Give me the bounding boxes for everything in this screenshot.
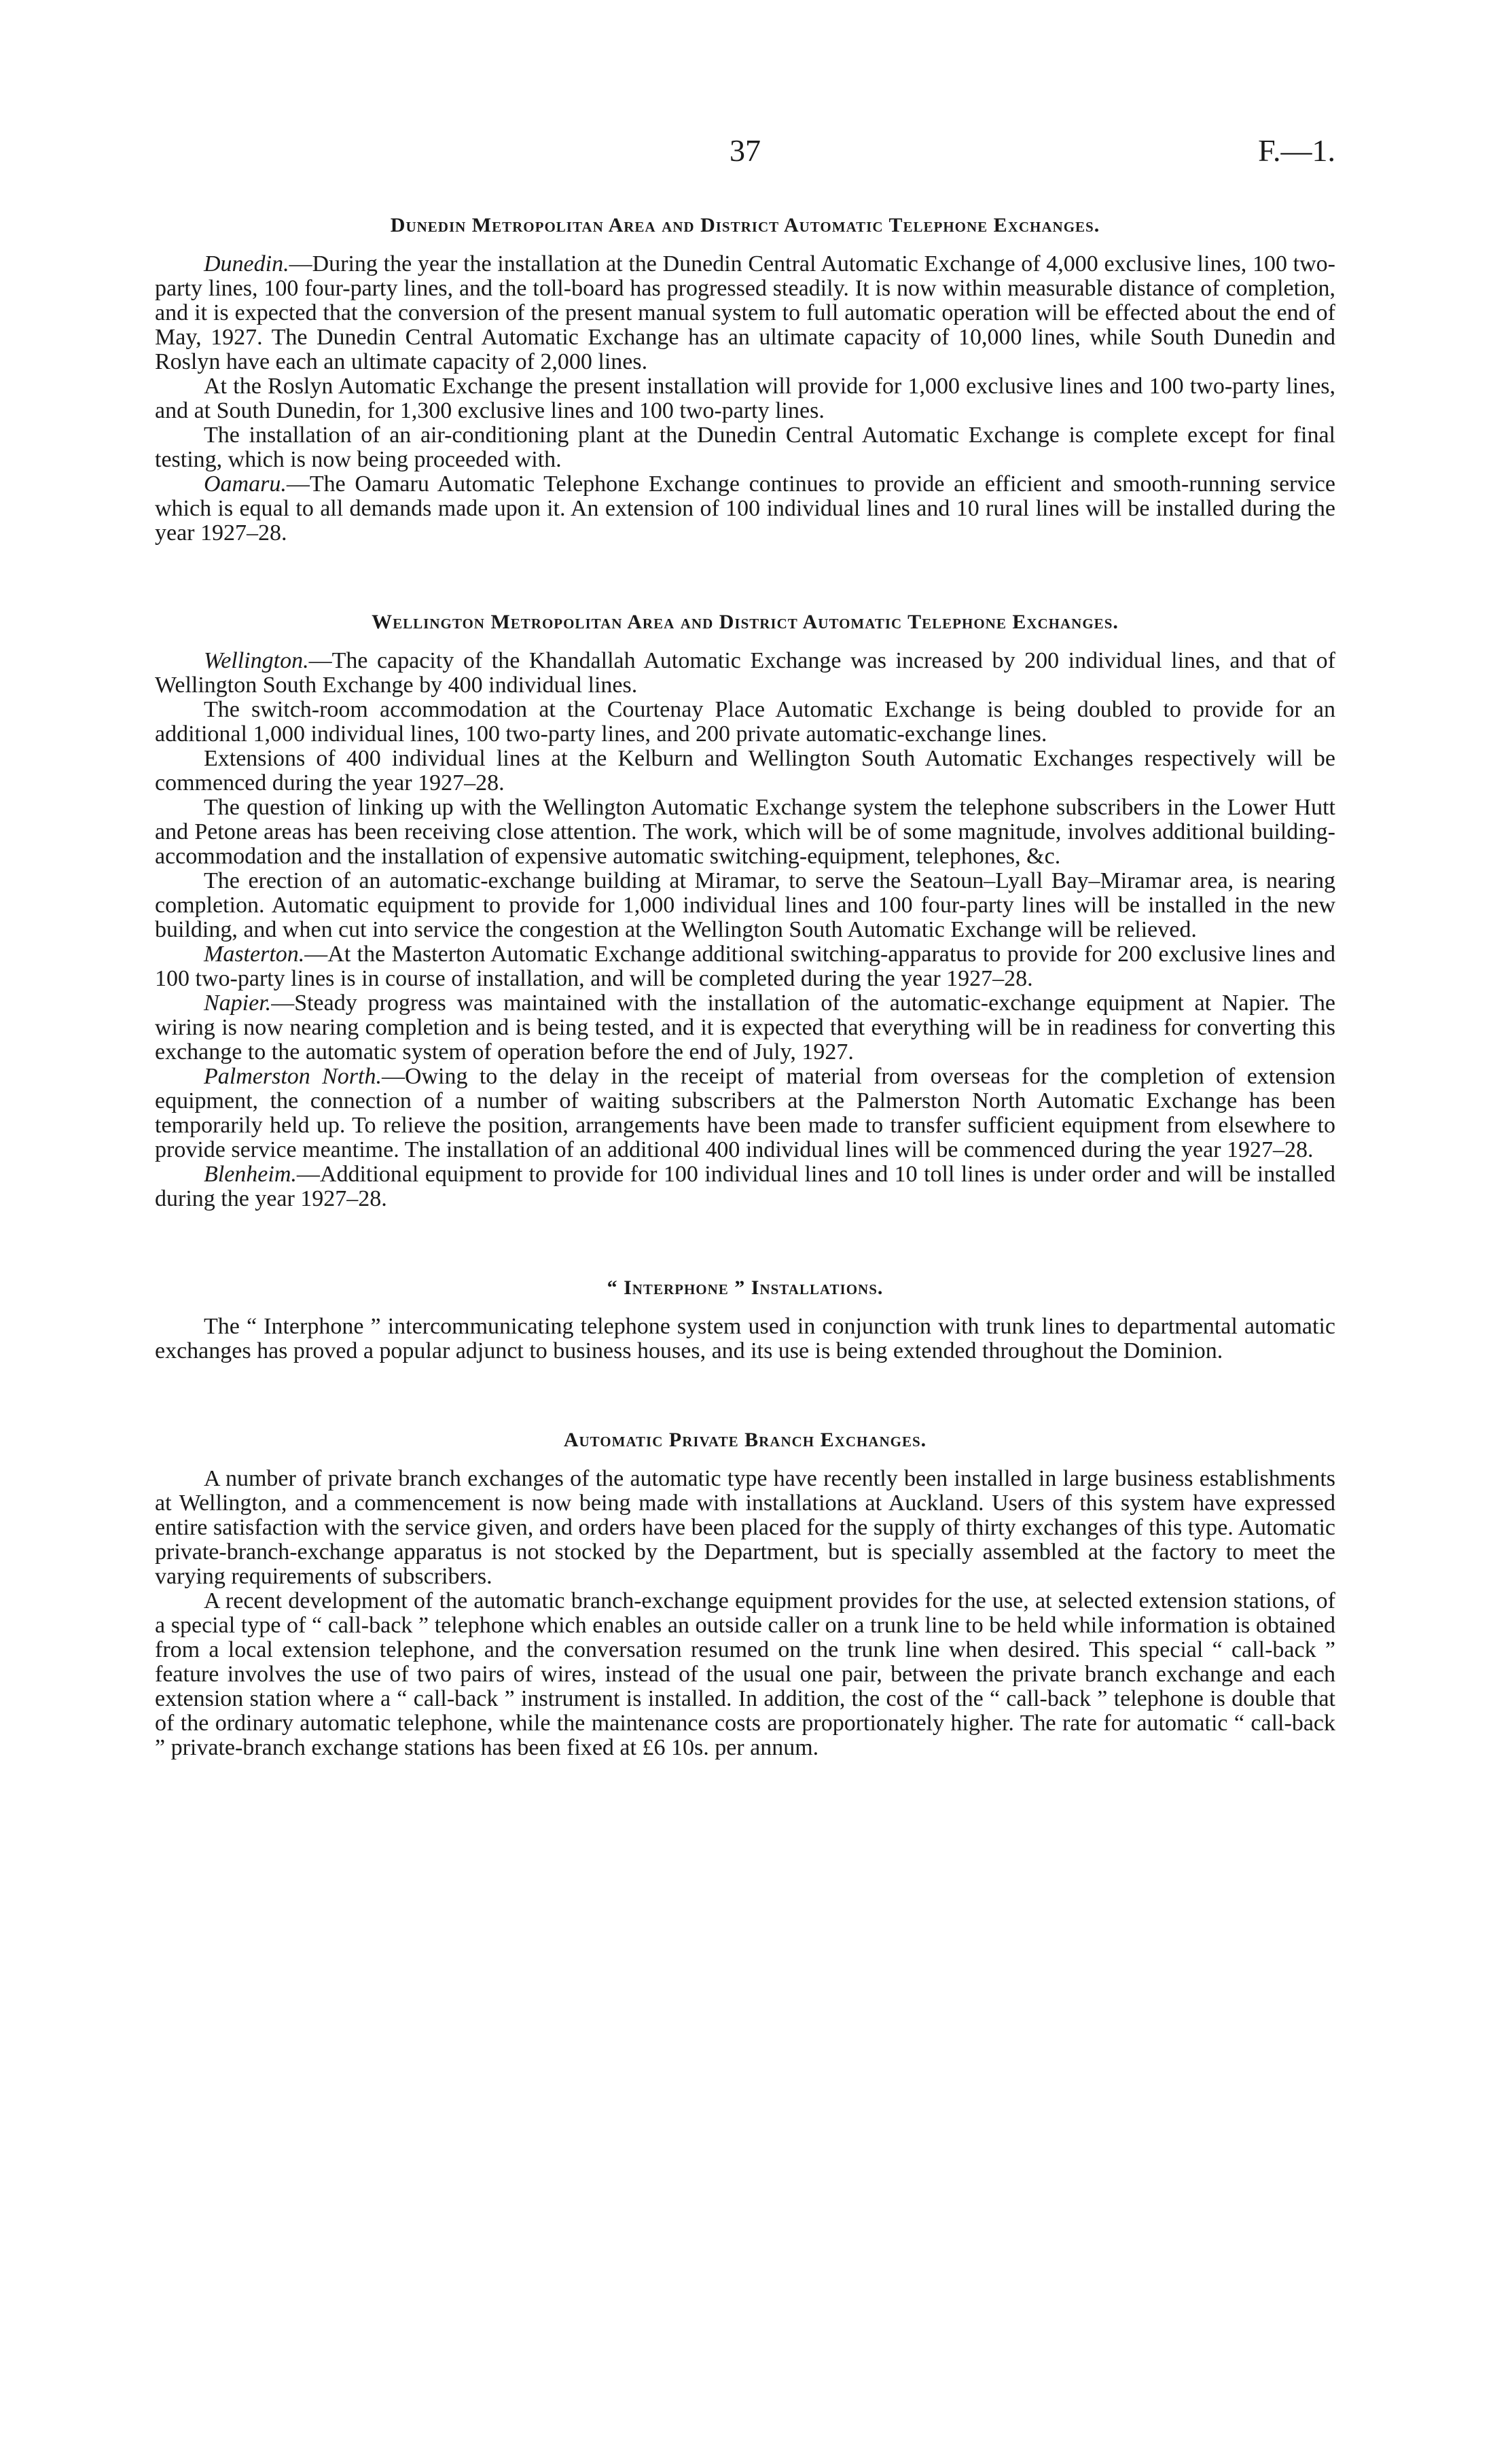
section-heading: Automatic Private Branch Exchanges. — [563, 1429, 927, 1451]
document-page — [155, 132, 1335, 1760]
paragraph-text: —Steady progress was maintained with the installation of the automatic-exchange equipment at Napier. The wiring is now nearing completion and is being tested, and it is expected that everything will be in readiness for converting this exchange to the automatic system of operation before the end of July, 1927. — [155, 990, 1335, 1065]
paragraph — [155, 1467, 1335, 1589]
place-name: Napier. — [204, 990, 272, 1016]
section-dunedin — [155, 214, 1335, 546]
paragraph — [155, 991, 1335, 1065]
section-interphone — [155, 1276, 1335, 1363]
place-name: Dunedin. — [204, 251, 289, 276]
paragraph-text: The question of linking up with the Wellington Automatic Exchange system the telephone subscribers in the Lower Hutt and Petone areas has been receiving close attention. The work, which will be of some magnitude, involves additional building-accommodation and the installation of expensive automatic switching-equipment, telephones, &c. — [155, 795, 1335, 869]
paragraph — [155, 423, 1335, 472]
section-wellington — [155, 611, 1335, 1211]
place-name: Oamaru. — [204, 471, 287, 497]
section-private-branch-exchanges — [155, 1429, 1335, 1760]
paragraph — [155, 1589, 1335, 1760]
paragraph-text: A recent development of the automatic branch-exchange equipment provides for the use, at selected extension stations, of a special type of “ call-back ” telephone which enables an outside caller on a trunk line to be held while information is obtained from a local extension telephone, and the conversation resumed on the trunk line when desired. This special “ call-back ” feature involves the use of two pairs of wires, instead of the usual one pair, between the private branch exchange and each extension station where a “ call-back ” instrument is installed. In addition, the cost of the “ call-back ” telephone is double that of the ordinary automatic telephone, while the maintenance costs are proportionately higher. The rate for automatic “ call-back ” private-branch exchange stations has been fixed at £6 10s. per annum. — [155, 1588, 1335, 1760]
paragraph-text: —At the Masterton Automatic Exchange additional switching-apparatus to provide for 200 exclusive lines and 100 two-party lines is in course of installation, and will be completed during the year 1927–28. — [155, 942, 1335, 991]
paragraph — [155, 942, 1335, 991]
paragraph-text: —The Oamaru Automatic Telephone Exchange continues to provide an efficient and smooth-running service which is equal to all demands made upon it. An extension of 100 individual lines and 10 rural lines will be installed during the year 1927–28. — [155, 471, 1335, 546]
section-heading: Dunedin Metropolitan Area and District Automatic Telephone Exchanges. — [390, 214, 1100, 236]
page-header — [155, 132, 1335, 180]
place-name: Wellington. — [204, 648, 309, 673]
paragraph — [155, 1065, 1335, 1162]
place-name: Palmerston North. — [204, 1064, 382, 1089]
paragraph — [155, 252, 1335, 374]
paragraph-text: The installation of an air-conditioning plant at the Dunedin Central Automatic Exchange is complete except for final testing, which is now being proceeded with. — [155, 423, 1335, 472]
page-number: 37 — [730, 133, 761, 168]
place-name: Blenheim. — [204, 1162, 297, 1187]
section-heading: “ Interphone ” Installations. — [607, 1276, 884, 1299]
paragraph — [155, 649, 1335, 698]
paragraph — [155, 869, 1335, 942]
paragraph-text: The erection of an automatic-exchange building at Miramar, to serve the Seatoun–Lyall Bay–Miramar area, is nearing completion. Automatic equipment to provide for 1,000 individual lines and 100 four-party lines will be installed in the new building, and when cut into service the congestion at the Wellington South Automatic Exchange will be relieved. — [155, 868, 1335, 942]
paragraph-text: The switch-room accommodation at the Courtenay Place Automatic Exchange is being doubled to provide for an additional 1,000 individual lines, 100 two-party lines, and 200 private automatic-exchange lines. — [155, 697, 1335, 747]
paragraph-text: At the Roslyn Automatic Exchange the present installation will provide for 1,000 exclusive lines and 100 two-party lines, and at South Dunedin, for 1,300 exclusive lines and 100 two-party lines. — [155, 374, 1335, 423]
paragraph-text: The “ Interphone ” intercommunicating telephone system used in conjunction with trunk lines to departmental automatic exchanges has proved a popular adjunct to business houses, and its use is being extended throughout the Dominion. — [155, 1314, 1335, 1363]
paragraph — [155, 472, 1335, 546]
paragraph-text: —During the year the installation at the Dunedin Central Automatic Exchange of 4,000 exclusive lines, 100 two-party lines, 100 four-party lines, and the toll-board has progressed steadily. It is now within measurable distance of completion, and it is expected that the conversion of the present manual system to full automatic operation will be effected about the end of May, 1927. The Dunedin Central Automatic Exchange has an ultimate capacity of 10,000 lines, while South Dunedin and Roslyn have each an ultimate capacity of 2,000 lines. — [155, 251, 1335, 374]
paragraph-text: —Additional equipment to provide for 100 individual lines and 10 toll lines is under order and will be installed during the year 1927–28. — [155, 1162, 1335, 1211]
section-heading: Wellington Metropolitan Area and District Automatic Telephone Exchanges. — [372, 611, 1119, 633]
paragraph — [155, 796, 1335, 869]
paragraph-text: A number of private branch exchanges of the automatic type have recently been installed in large business establishments at Wellington, and a commencement is now being made with installations at Auckland. Users of this system have expressed entire satisfaction with the service given, and orders have been placed for the supply of thirty exchanges of this type. Automatic private-branch-exchange apparatus is not stocked by the Department, but is specially assembled at the factory to meet the varying requirements of subscribers. — [155, 1466, 1335, 1589]
paragraph — [155, 1315, 1335, 1363]
paragraph-text: —Owing to the delay in the receipt of material from overseas for the completion of extension equipment, the connection of a number of waiting subscribers at the Palmerston North Automatic Exchange has been temporarily held up. To relieve the position, arrangements have been made to transfer sufficient equipment from elsewhere to provide service meantime. The installation of an additional 400 individual lines will be commenced during the year 1927–28. — [155, 1064, 1336, 1162]
paragraph — [155, 747, 1335, 796]
paragraph — [155, 374, 1335, 423]
paragraph — [155, 698, 1335, 747]
paragraph-text: Extensions of 400 individual lines at the Kelburn and Wellington South Automatic Exchanges respectively will be commenced during the year 1927–28. — [155, 746, 1335, 796]
page-reference: F.—1. — [1258, 133, 1335, 168]
paragraph-text: —The capacity of the Khandallah Automatic Exchange was increased by 200 individual lines, and that of Wellington South Exchange by 400 individual lines. — [155, 648, 1335, 698]
paragraph — [155, 1162, 1335, 1211]
place-name: Masterton. — [204, 942, 305, 967]
